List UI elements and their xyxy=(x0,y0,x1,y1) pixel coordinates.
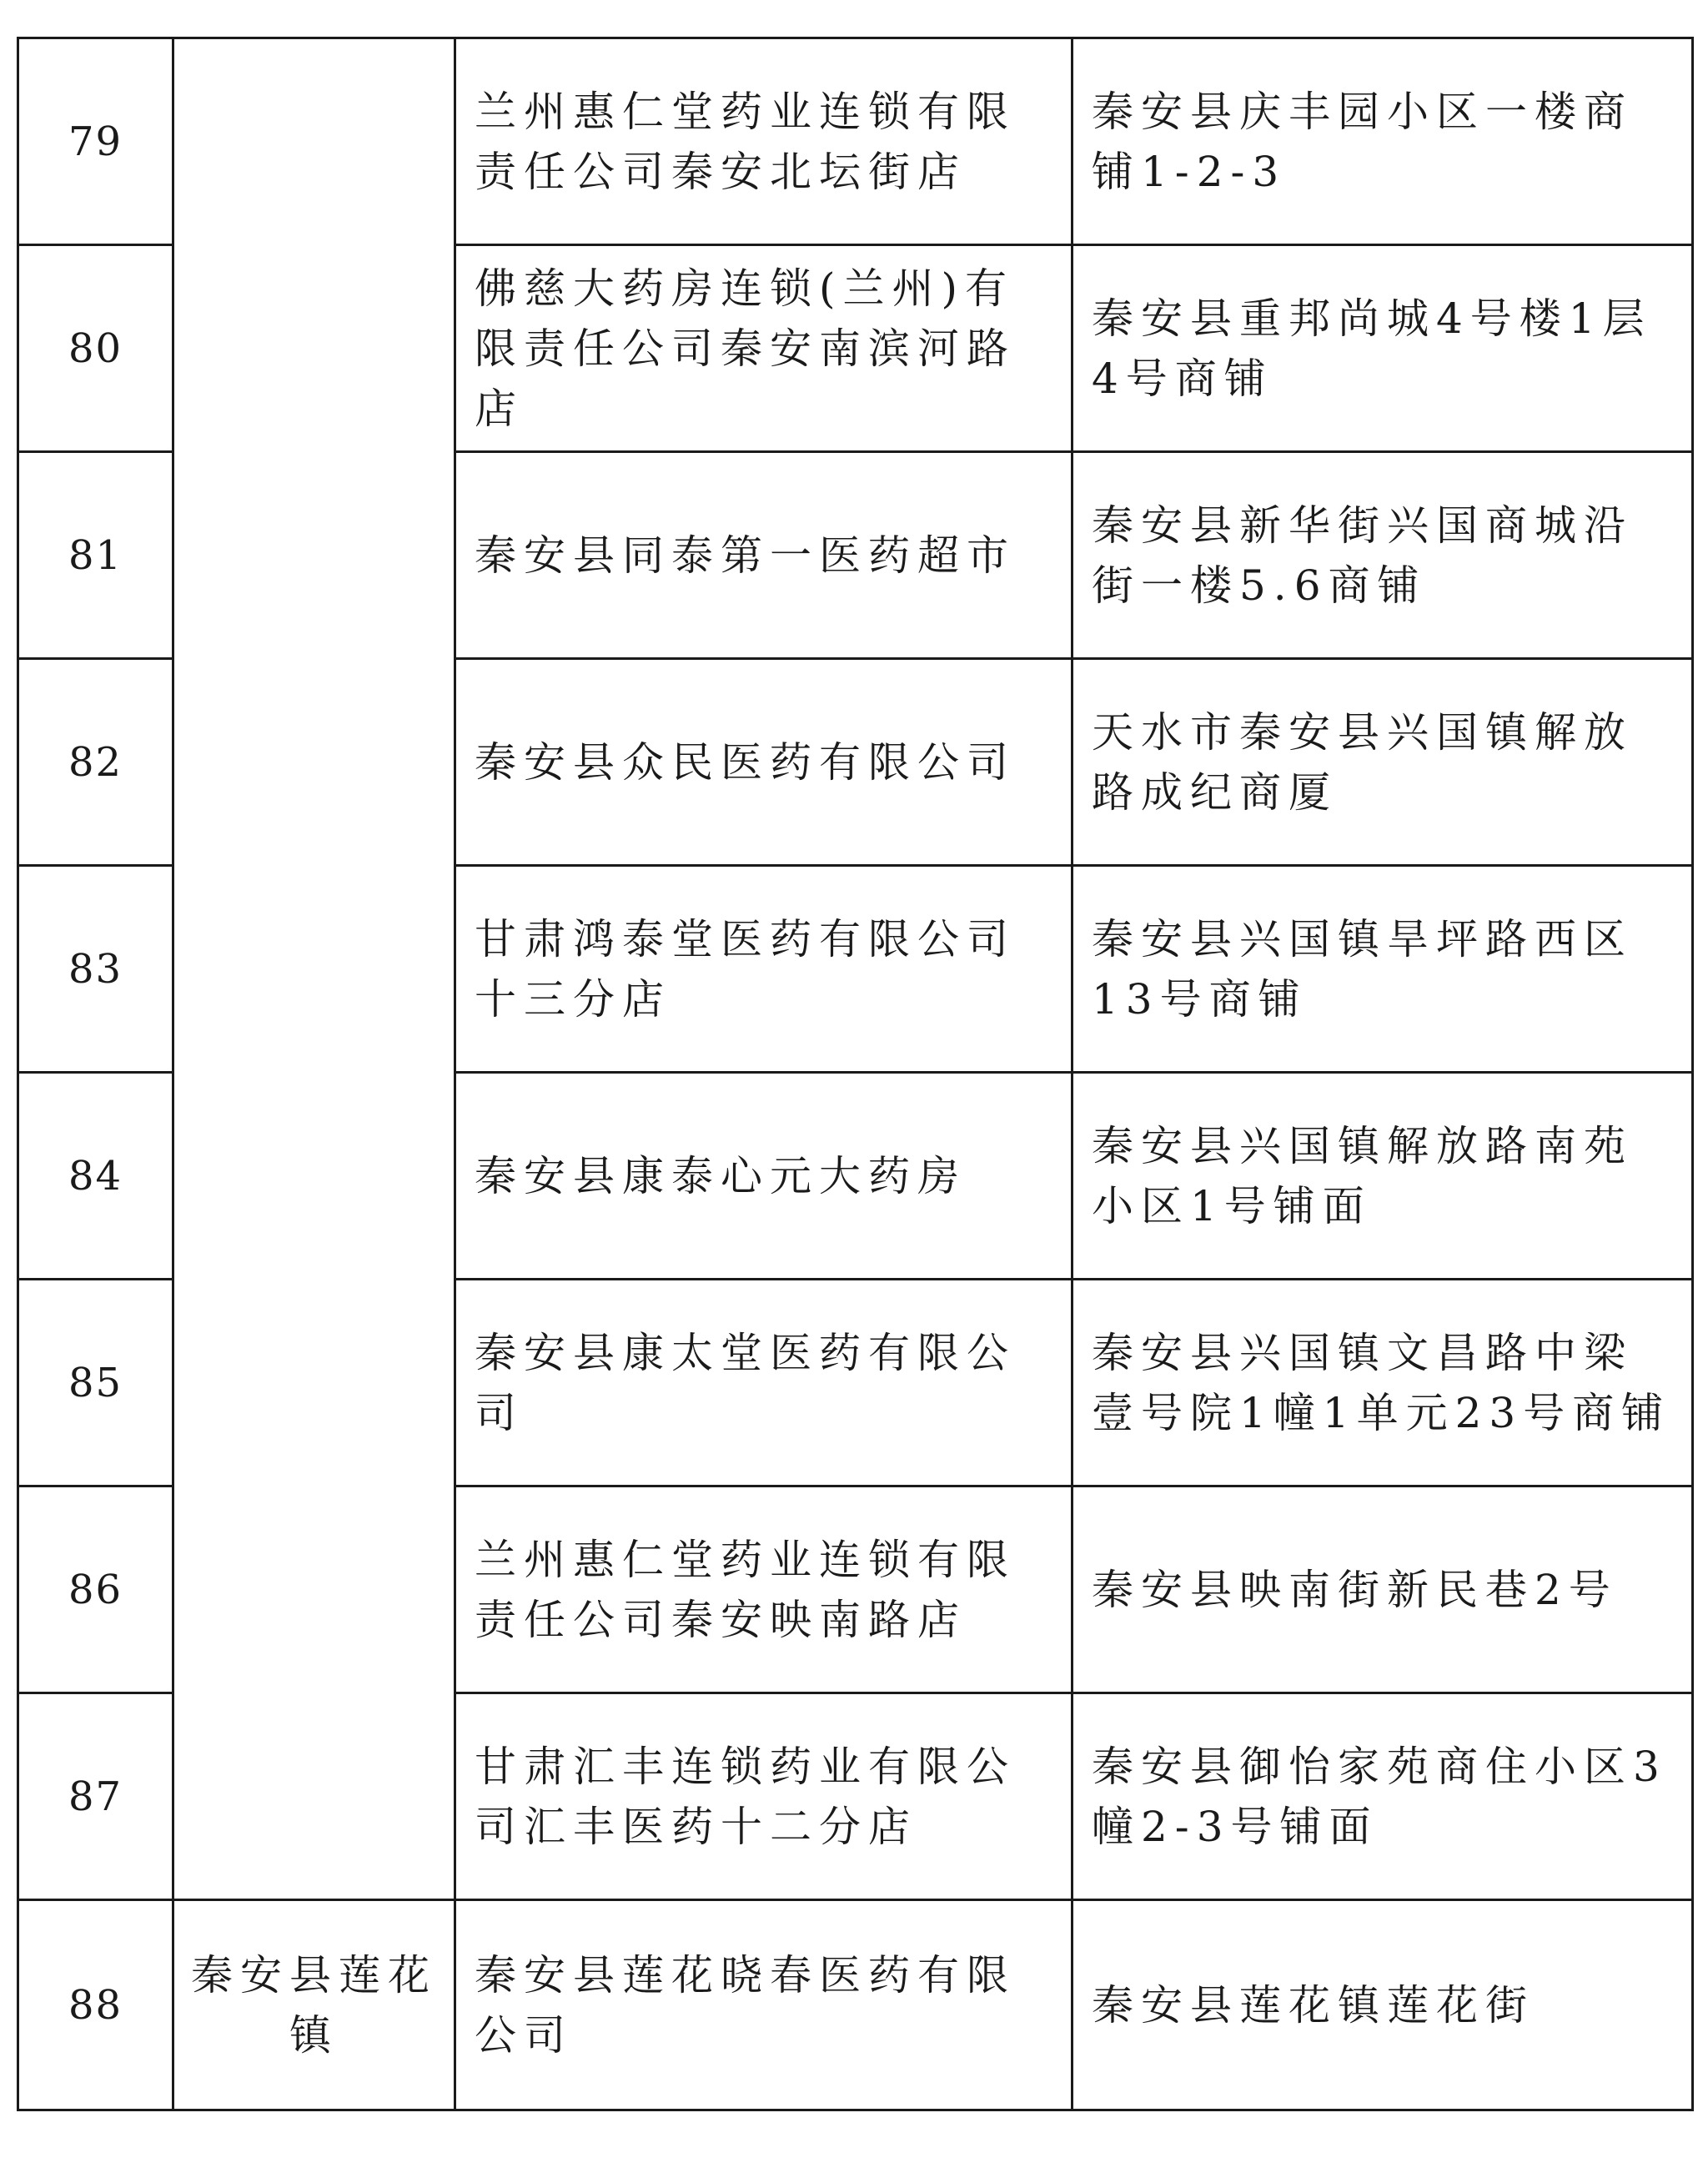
pharmacy-name-cell xyxy=(455,1280,1073,1486)
pharmacy-name-cell xyxy=(455,452,1073,659)
pharmacy-address: 秦安县御怡家苑商住小区3幢2-3号铺面 xyxy=(1092,1742,1667,1851)
row-number-cell xyxy=(18,659,173,866)
pharmacy-address: 秦安县兴国镇旱坪路西区13号商铺 xyxy=(1092,914,1633,1024)
pharmacy-address-cell xyxy=(1073,1693,1693,1900)
pharmacy-name: 秦安县同泰第一医药超市 xyxy=(475,531,1016,580)
row-number: 86 xyxy=(68,1566,123,1613)
row-number: 81 xyxy=(68,531,123,579)
row-number-cell xyxy=(18,245,173,452)
pharmacy-name-cell xyxy=(455,866,1073,1073)
area-cell xyxy=(173,1900,455,2110)
row-number-cell xyxy=(18,1900,173,2110)
pharmacy-name: 秦安县莲花晓春医药有限公司 xyxy=(475,1950,1016,2060)
row-number-cell xyxy=(18,866,173,1073)
pharmacy-address: 秦安县庆丰园小区一楼商铺1-2-3 xyxy=(1092,87,1633,196)
pharmacy-address: 秦安县兴国镇解放路南苑小区1号铺面 xyxy=(1092,1121,1633,1230)
pharmacy-name: 甘肃鸿泰堂医药有限公司十三分店 xyxy=(475,914,1016,1024)
pharmacy-name-cell xyxy=(455,1073,1073,1280)
pharmacy-name-cell xyxy=(455,245,1073,452)
row-number-cell xyxy=(18,1073,173,1280)
table-row xyxy=(18,1900,1693,2110)
pharmacy-name: 兰州惠仁堂药业连锁有限责任公司秦安映南路店 xyxy=(475,1535,1016,1644)
pharmacy-name: 秦安县康泰心元大药房 xyxy=(475,1151,967,1200)
pharmacy-address: 秦安县映南街新民巷2号 xyxy=(1092,1565,1618,1614)
pharmacy-name-cell xyxy=(455,1486,1073,1693)
pharmacy-name: 甘肃汇丰连锁药业有限公司汇丰医药十二分店 xyxy=(475,1742,1016,1851)
row-number-cell xyxy=(18,1693,173,1900)
row-number-cell xyxy=(18,38,173,245)
row-number: 88 xyxy=(68,1981,123,2029)
pharmacy-name: 佛慈大药房连锁(兰州)有限责任公司秦安南滨河路店 xyxy=(475,264,1016,433)
row-number: 83 xyxy=(68,945,123,993)
row-number: 79 xyxy=(68,118,123,165)
row-number-cell xyxy=(18,1486,173,1693)
pharmacy-address-cell xyxy=(1073,38,1693,245)
pharmacy-address-cell xyxy=(1073,1073,1693,1280)
pharmacy-address-cell xyxy=(1073,866,1693,1073)
pharmacy-name-cell xyxy=(455,1693,1073,1900)
pharmacy-address: 秦安县重邦尚城4号楼1层4号商铺 xyxy=(1092,294,1652,403)
row-number: 87 xyxy=(68,1773,123,1820)
row-number: 84 xyxy=(68,1152,123,1200)
pharmacy-address-cell xyxy=(1073,659,1693,866)
row-number: 85 xyxy=(68,1359,123,1406)
area-name: 秦安县莲花镇 xyxy=(191,1950,437,2060)
pharmacy-address-cell xyxy=(1073,452,1693,659)
pharmacy-name-cell xyxy=(455,38,1073,245)
row-number-cell xyxy=(18,1280,173,1486)
pharmacy-name-cell xyxy=(455,659,1073,866)
pharmacy-address: 天水市秦安县兴国镇解放路成纪商厦 xyxy=(1092,707,1633,817)
area-cell-empty xyxy=(173,38,455,1900)
pharmacy-name: 秦安县康太堂医药有限公司 xyxy=(475,1328,1016,1437)
table-row xyxy=(18,38,1693,245)
pharmacy-address: 秦安县新华街兴国商城沿街一楼5.6商铺 xyxy=(1092,500,1633,610)
row-number-cell xyxy=(18,452,173,659)
pharmacy-address-cell xyxy=(1073,1280,1693,1486)
pharmacy-name: 兰州惠仁堂药业连锁有限责任公司秦安北坛街店 xyxy=(475,87,1016,196)
pharmacy-list-table xyxy=(17,37,1694,2111)
row-number: 80 xyxy=(68,324,123,372)
pharmacy-address: 秦安县兴国镇文昌路中梁壹号院1幢1单元23号商铺 xyxy=(1092,1328,1671,1437)
pharmacy-address-cell xyxy=(1073,245,1693,452)
pharmacy-address: 秦安县莲花镇莲花街 xyxy=(1092,1980,1535,2030)
pharmacy-address-cell xyxy=(1073,1486,1693,1693)
row-number: 82 xyxy=(68,738,123,786)
pharmacy-name: 秦安县众民医药有限公司 xyxy=(475,737,1016,787)
pharmacy-name-cell xyxy=(455,1900,1073,2110)
pharmacy-address-cell xyxy=(1073,1900,1693,2110)
